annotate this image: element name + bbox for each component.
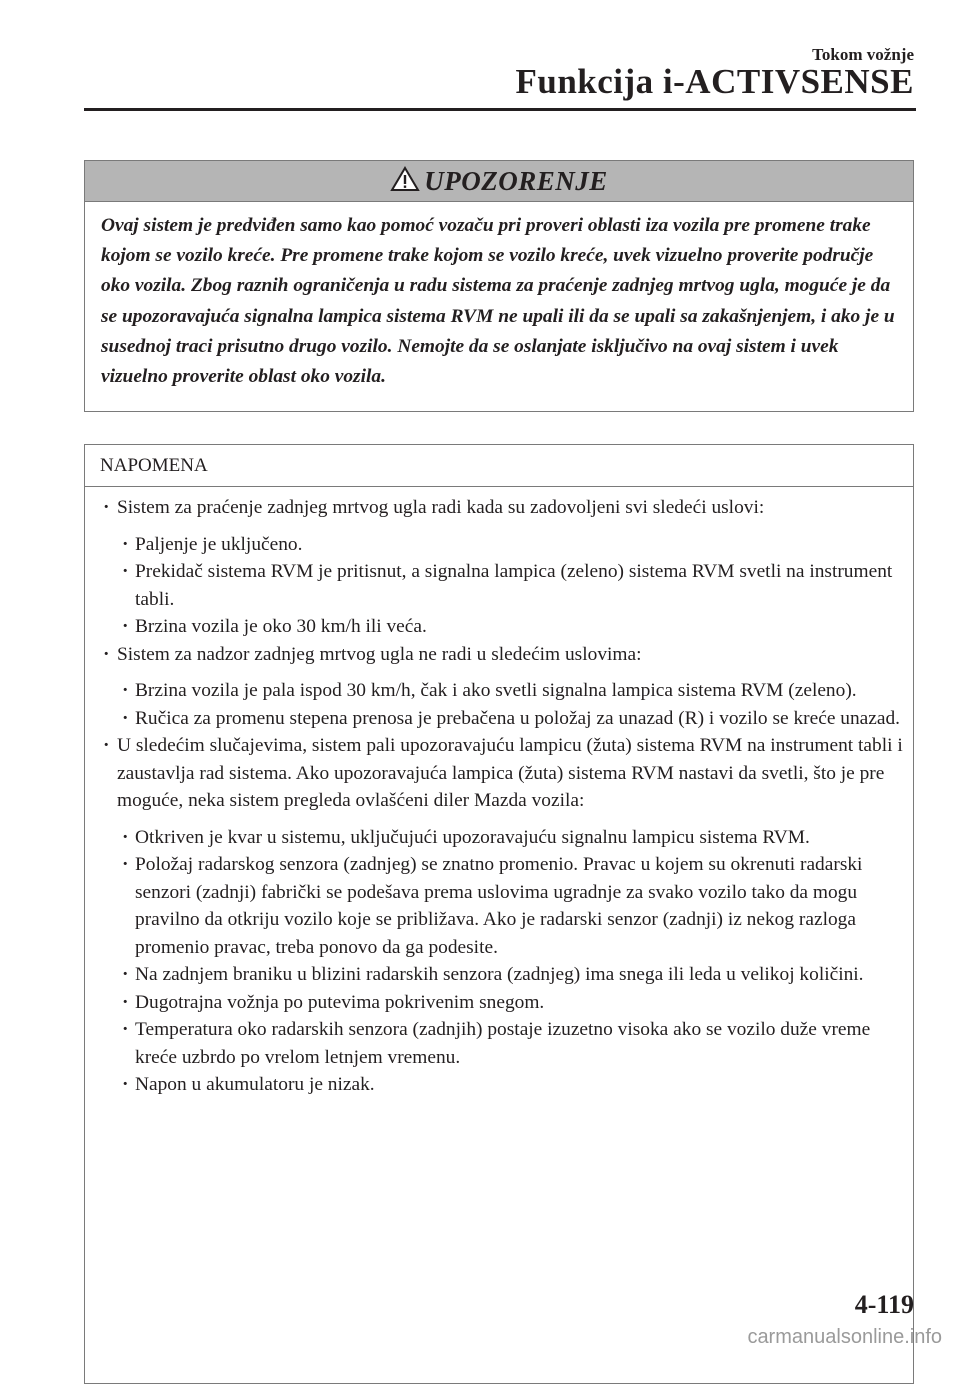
section-label: Tokom vožnje [812,45,914,64]
warning-header [85,161,913,202]
note-sublist [117,677,903,732]
page-title: Funkcija i-ACTIVSENSE [515,62,914,101]
note-sublist [117,824,903,1099]
warning-title: UPOZORENJE [424,165,608,196]
note-subitem: · Brzina vozila je oko 30 km/h ili veća. [117,613,903,641]
note-subitem: · Dugotrajna vožnja po putevima pokrivenim snegom. [117,989,903,1017]
note-subitem: · Ručica za promenu stepena prenosa je prebačena u položaj za unazad (R) i vozilo se kreće unazad. [117,705,903,733]
note-subitem: · Napon u akumulatoru je nizak. [117,1071,903,1099]
note-item: · Sistem za praćenje zadnjeg mrtvog ugla radi kada su zadovoljeni svi sledeći uslovi: [97,494,903,522]
page-number: 4-119 [854,1290,914,1319]
note-subitem: · Temperatura oko radarskih senzora (zadnjih) postaje izuzetno visoka ako se vozilo duže vreme kreće uzbrdo po vrelom letnjem vremenu. [117,1016,903,1071]
warning-triangle-icon [390,166,424,197]
note-box [84,444,914,1384]
note-subitem: · Prekidač sistema RVM je pritisnut, a signalna lampica (zeleno) sistema RVM svetli na instrument tabli. [117,558,903,613]
footer-watermark: carmanualsonline.info [747,1326,942,1348]
note-subitem: · Otkriven je kvar u sistemu, uključujući upozoravajuću signalnu lampicu sistema RVM. [117,824,903,852]
warning-box [84,160,914,412]
header-divider [84,108,916,111]
note-subitem: · Položaj radarskog senzora (zadnjeg) se znatno promenio. Pravac u kojem su okrenuti radarski senzori (zadnji) fabrički se podešava prema uslovima ugradnje za svako vozilo tako da mogu pravilno da otkriju vozilo koje se približava. Ako je radarski senzor (zadnji) iz nekog razloga promenio pravac, treba ponovo da ga podesite. [117,851,903,961]
note-subitem: · Paljenje je uključeno. [117,531,903,559]
note-title: NAPOMENA [85,445,913,487]
note-sublist [117,531,903,641]
note-item: · Sistem za nadzor zadnjeg mrtvog ugla ne radi u sledećim uslovima: [97,641,903,669]
note-body [85,487,913,1099]
note-subitem: · Brzina vozila je pala ispod 30 km/h, čak i ako svetli signalna lampica sistema RVM (zeleno). [117,677,903,705]
note-subitem: · Na zadnjem braniku u blizini radarskih senzora (zadnjeg) ima snega ili leda u velikoj količini. [117,961,903,989]
note-item: · U sledećim slučajevima, sistem pali upozoravajuću lampicu (žuta) sistema RVM na instrument tabli i zaustavlja rad sistema. Ako upozoravajuća lampica (žuta) sistema RVM nastavi da svetli, što je pre moguće, neka sistem pregleda ovlašćeni diler Mazda vozila: [97,732,903,815]
warning-text: Ovaj sistem je predviđen samo kao pomoć vozaču pri proveri oblasti iza vozila pre promene trake kojom se vozilo kreće. Pre promene trake kojom se vozilo kreće, uvek vizuelno proverite područje oko vozila. Zbog raznih ograničenja u radu sistema za praćenje zadnjeg mrtvog ugla, moguće je da se upozoravajuća signalna lampica sistema RVM ne upali ili da se upali sa zakašnjenjem, i ako je u susednoj traci prisutno drugo vozilo. Nemojte da se oslanjate isključivo na ovaj sistem i uvek vizuelno proverite oblast oko vozila. [101,215,895,388]
